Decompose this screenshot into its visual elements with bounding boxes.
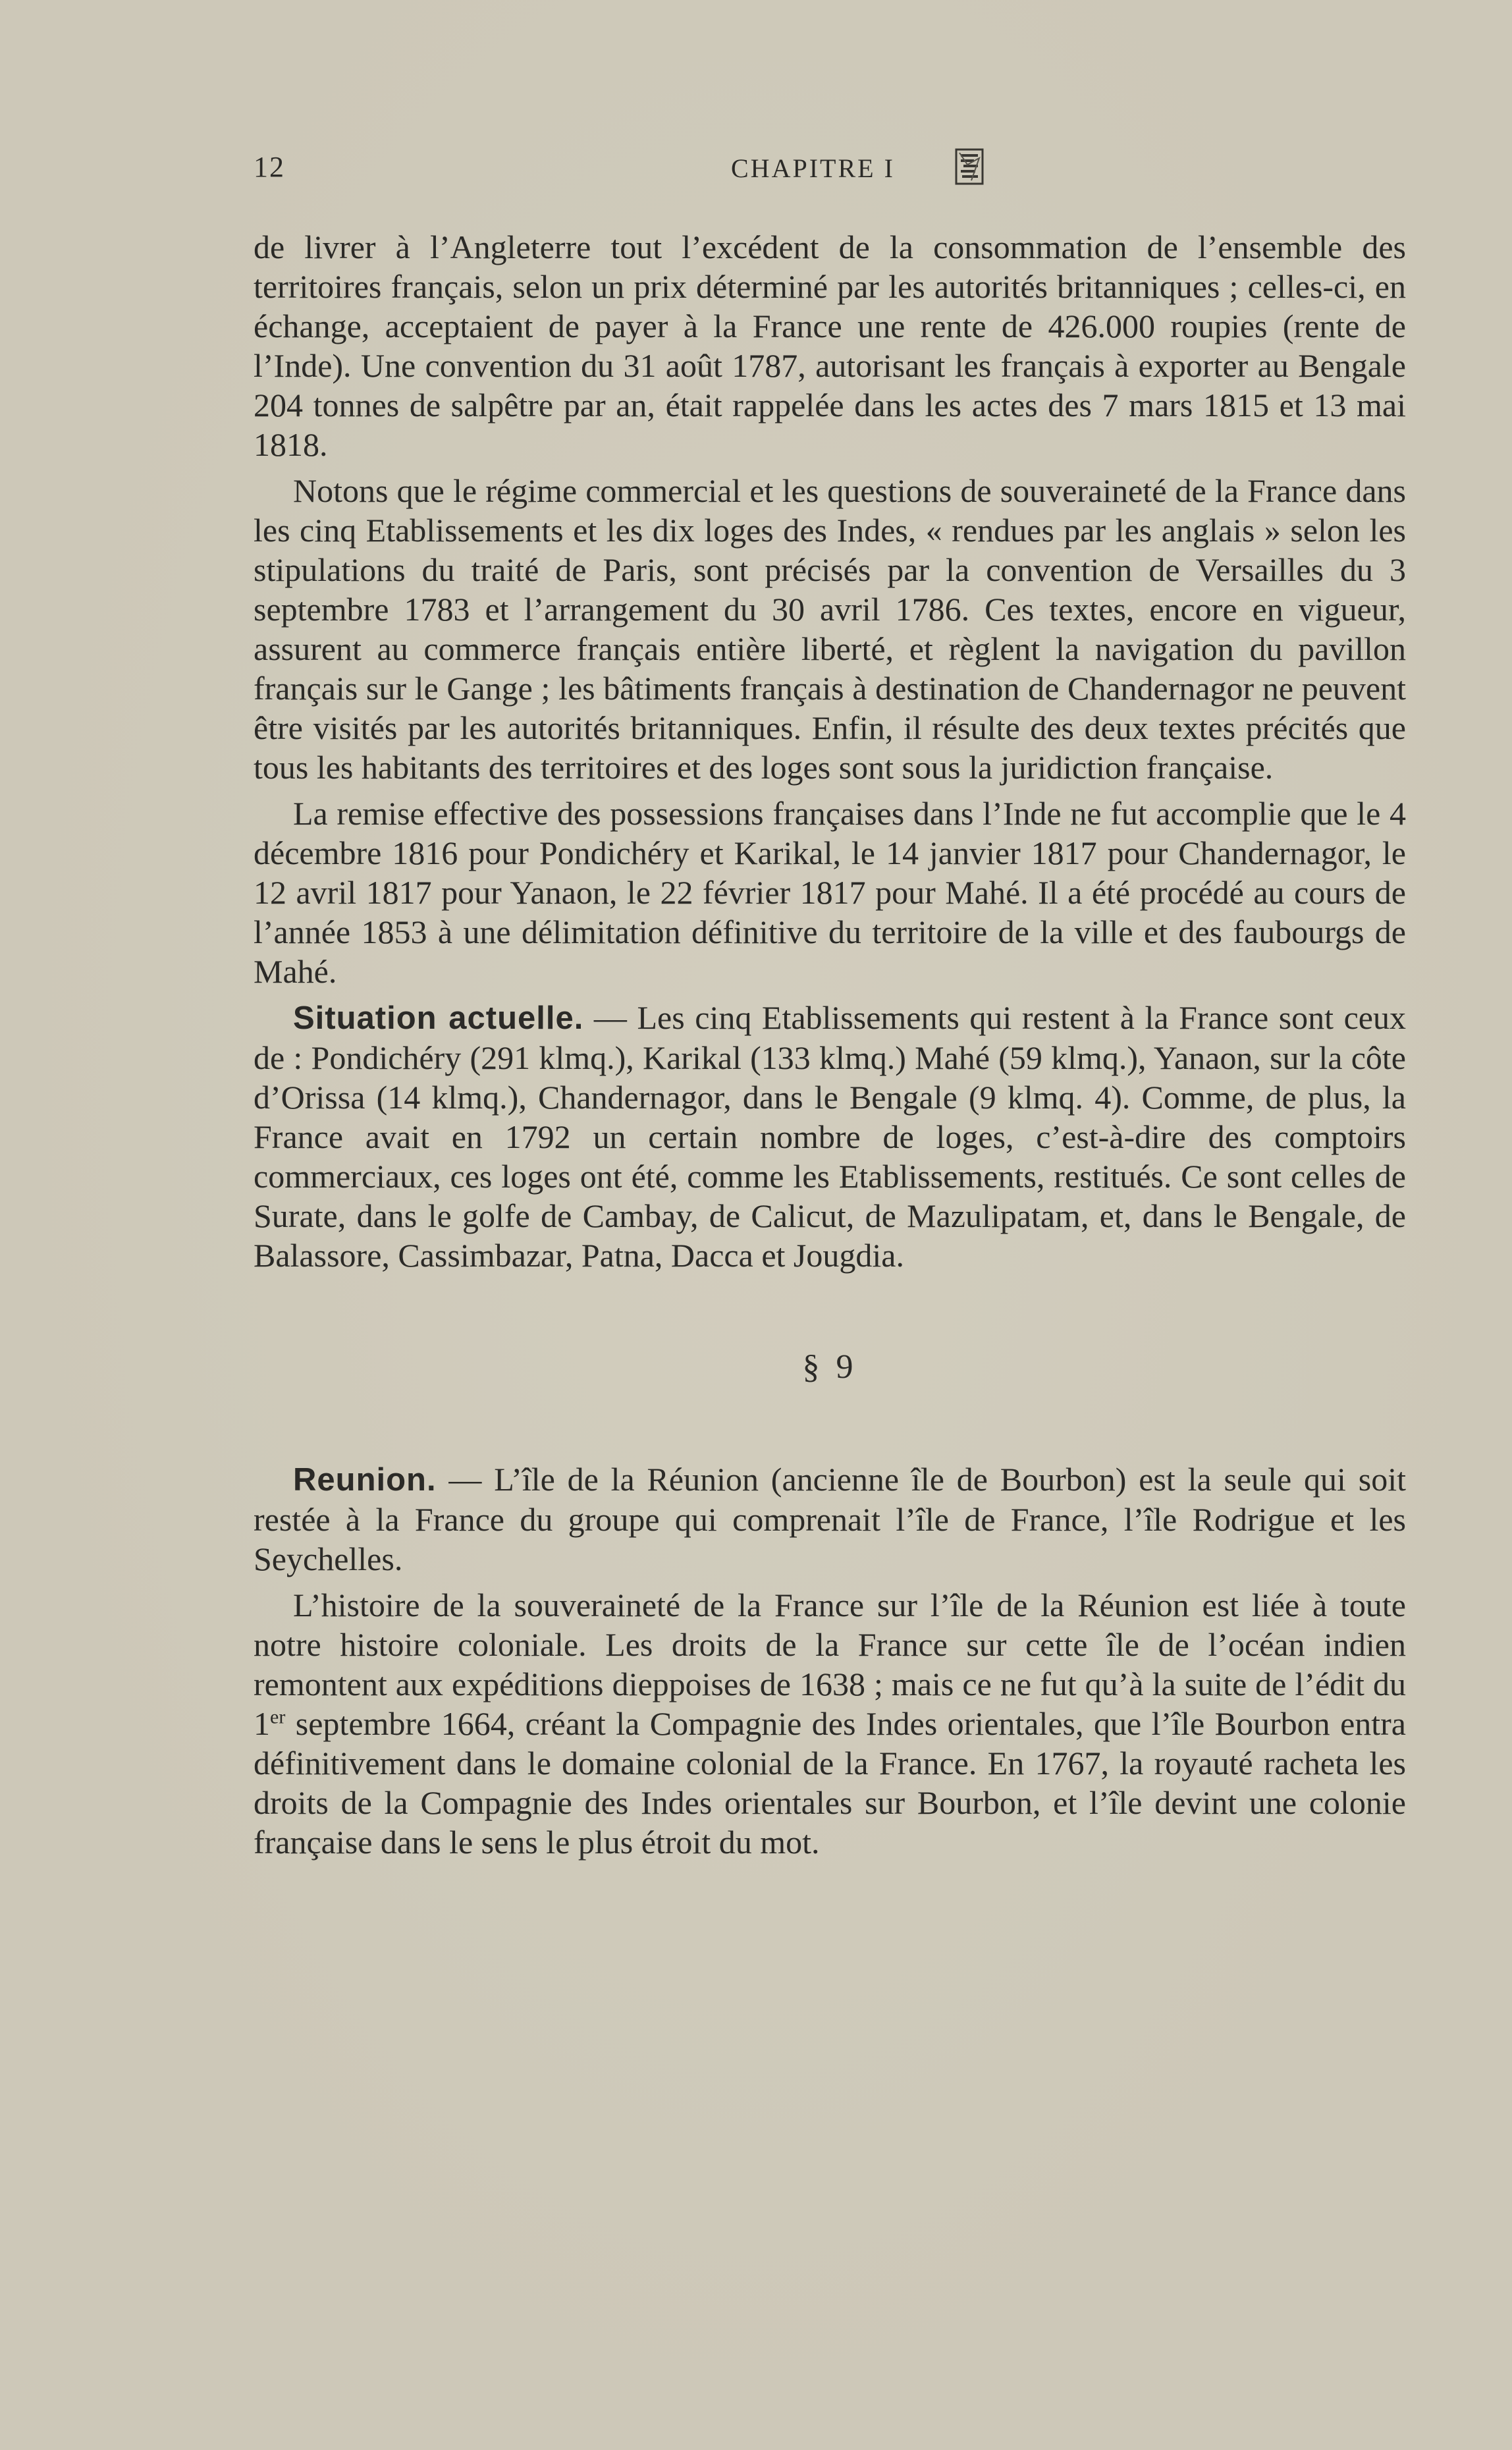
section-heading: § 9 <box>802 1348 857 1386</box>
paragraph-histoire <box>254 1585 1406 1862</box>
paragraph-reunion <box>254 1459 1406 1579</box>
stamp-icon <box>954 148 985 186</box>
paragraph-body: — L’île de la Réunion (ancienne île de Bourbon) est la seule qui soit restée à la France du groupe qui comprenait l’île de France, l’île Rodrigue et les Seychelles. <box>254 1461 1406 1577</box>
paragraph-1: de livrer à l’Angleterre tout l’excédent de la consommation de l’ensemble des territoires français, selon un prix déterminé par les autorités britanniques ; celles-ci, en échange, acceptaient de payer à la France une rente de 426.000 roupies (rente de l’Inde). Une convention du 31 août 1787, autorisant les français à exporter au Bengale 204 tonnes de salpêtre par an, était rappelée dans les actes des 7 mars 1815 et 13 mai 1818. <box>254 229 1406 463</box>
body-text <box>254 227 1406 1862</box>
chapter-title: CHAPITRE I <box>731 153 895 183</box>
paragraph-2: Notons que le régime commercial et les questions de souveraineté de la France dans les cinq Etablissements et les dix loges des Indes, « rendues par les anglais » selon les stipulations du traité de Paris, sont précisés par la convention de Versailles du 3 septembre 1783 et l’arrangement du 30 avril 1786. Ces textes, encore en vigueur, assurent au commerce français entière liberté, et règlent la navigation du pavillon français sur le Gange ; les bâtiments français à destination de Chandernagor ne peuvent être visités par les autorités britanniques. Enfin, il résulte des deux textes précités que tous les habitants des territoires et des loges sont sous la juridiction française. <box>254 472 1406 786</box>
running-header <box>254 150 1406 196</box>
page-number: 12 <box>254 151 285 183</box>
paragraph-body-part-2: septembre 1664, créant la Compagnie des Indes orientales, que l’île Bourbon entra définitivement dans le domaine colonial de la France. En 1767, la royauté racheta les droits de la Compagnie des Indes orientales sur Bourbon, et l’île devint une colonie française dans le sens le plus étroit du mot. <box>254 1705 1406 1861</box>
paragraph-body: — Les cinq Etablissements qui restent à la France sont ceux de : Pondichéry (291 klmq.), Karikal (133 klmq.) Mahé (59 klmq.), Yanaon, sur la côte d’Orissa (14 klmq.), Chandernagor, dans le Bengale (9 klmq. 4). Comme, de plus, la France avait en 1792 un certain nombre de loges, c’est-à-dire des comptoirs commerciaux, ces loges ont été, comme les Etablissements, restitués. Ce sont celles de Surate, dans le golfe de Cambay, de Calicut, de Mazulipatam, et, dans le Bengale, de Balassore, Cassimbazar, Patna, Dacca et Jougdia. <box>254 999 1406 1274</box>
paragraph-3: La remise effective des possessions françaises dans l’Inde ne fut accomplie que le 4 décembre 1816 pour Pondichéry et Karikal, le 14 janvier 1817 pour Chandernagor, le 12 avril 1817 pour Yanaon, le 22 février 1817 pour Mahé. Il a été procédé au cours de l’année 1853 à une délimitation définitive du territoire de la ville et des faubourgs de Mahé. <box>254 795 1406 990</box>
paragraph-situation-actuelle <box>254 998 1406 1275</box>
paragraph-body-part-1: L’histoire de la souveraineté de la France sur l’île de la Réunion est liée à toute notre histoire coloniale. Les droits de la France sur cette île de l’océan indien remontent aux expéditions dieppoises de 1638 ; mais ce ne fut qu’à la suite de l’édit du 1 <box>254 1587 1406 1742</box>
ordinal-superscript: er <box>270 1706 286 1728</box>
paragraph-lead: Reunion. <box>293 1462 437 1498</box>
paragraph-lead: Situation actuelle. <box>293 1000 584 1036</box>
